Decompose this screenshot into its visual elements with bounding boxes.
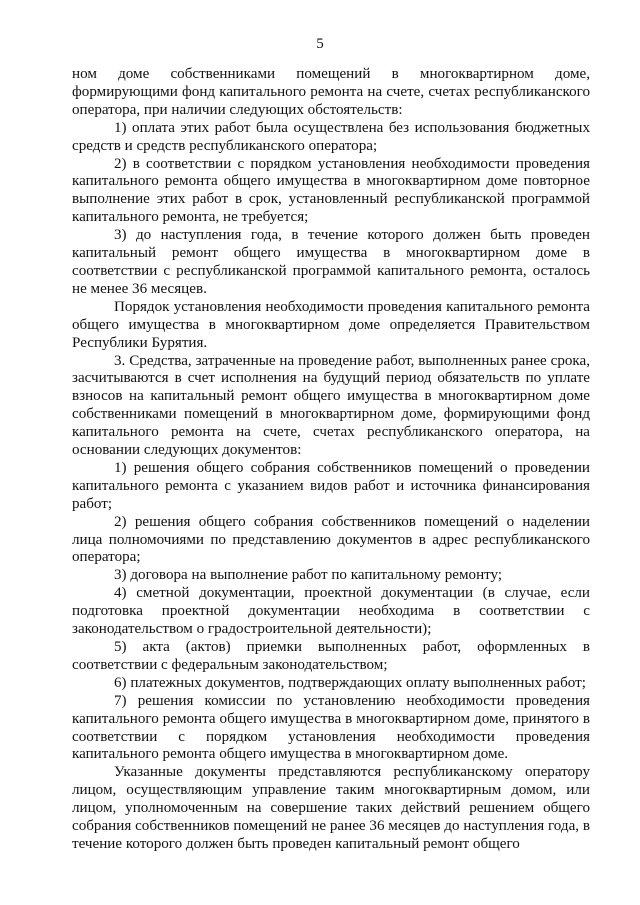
document-body — [72, 66, 590, 854]
paragraph-doc-5: 5) акта (актов) приемки выполненных работ, оформленных в соответствии с федеральным законодательством; — [72, 639, 590, 673]
paragraph-item-2: 2) в соответствии с порядком установления необходимости проведения капитального ремонта общего имущества в многоквартирном доме повторное выполнение этих работ в срок, установленный республиканской программой капитального ремонта, не требуется; — [72, 155, 590, 226]
page-number: 5 — [316, 36, 324, 52]
paragraph-doc-7: 7) решения комиссии по установлению необходимости проведения капитального ремонта общего имущества в многоквартирном доме, принятого в соответствии с порядком установления необходимости проведения капитального ремонта общего имущества в многоквартирном доме. — [72, 692, 590, 763]
paragraph-section-3: 3. Средства, затраченные на проведение работ, выполненных ранее срока, засчитываются в счет исполнения на будущий период обязательств по уплате взносов на капитальный ремонт общего имущества в многоквартирном доме собственниками помещений в многоквартирном доме, формирующими фонд капитального ремонта на счете, счетах республиканского оператора, на основании следующих документов: — [72, 352, 590, 459]
paragraph-doc-4: 4) сметной документации, проектной документации (в случае, если подготовка проектной документации необходима в соответствии с законодательством о градостроительной деятельности); — [72, 585, 590, 638]
paragraph-doc-2: 2) решения общего собрания собственников помещений о наделении лица полномочиями по представлению документов в адрес республиканского оператора; — [72, 513, 590, 566]
paragraph-continuation: ном доме собственниками помещений в многоквартирном доме, формирующими фонд капитального ремонта на счете, счетах республиканского оператора, при наличии следующих обстоятельств: — [72, 66, 590, 118]
paragraph-doc-3: 3) договора на выполнение работ по капитальному ремонту; — [114, 567, 503, 584]
paragraph-procedure: Порядок установления необходимости проведения капитального ремонта общего имущества в многоквартирном доме определяется Правительством Республики Бурятия. — [72, 298, 590, 351]
paragraph-submission: Указанные документы представляются республиканскому оператору лицом, осуществляющим управление таким многоквартирным домом, или лицом, уполномоченным на совершение таких действий решением общего собрания собственников помещений не ранее 36 месяцев до наступления года, в течение которого должен быть проведен капитальный ремонт общего — [72, 764, 590, 852]
paragraph-doc-1: 1) решения общего собрания собственников помещений о проведении капитального ремонта с указанием видов работ и источника финансирования работ; — [72, 459, 590, 512]
paragraph-item-3: 3) до наступления года, в течение которого должен быть проведен капитальный ремонт общего имущества в многоквартирном доме в соответствии с республиканской программой капитального ремонта, осталось не менее 36 месяцев. — [72, 227, 590, 297]
paragraph-doc-6: 6) платежных документов, подтверждающих оплату выполненных работ; — [114, 674, 586, 691]
paragraph-item-1: 1) оплата этих работ была осуществлена без использования бюджетных средств и средств республиканского оператора; — [72, 119, 590, 154]
